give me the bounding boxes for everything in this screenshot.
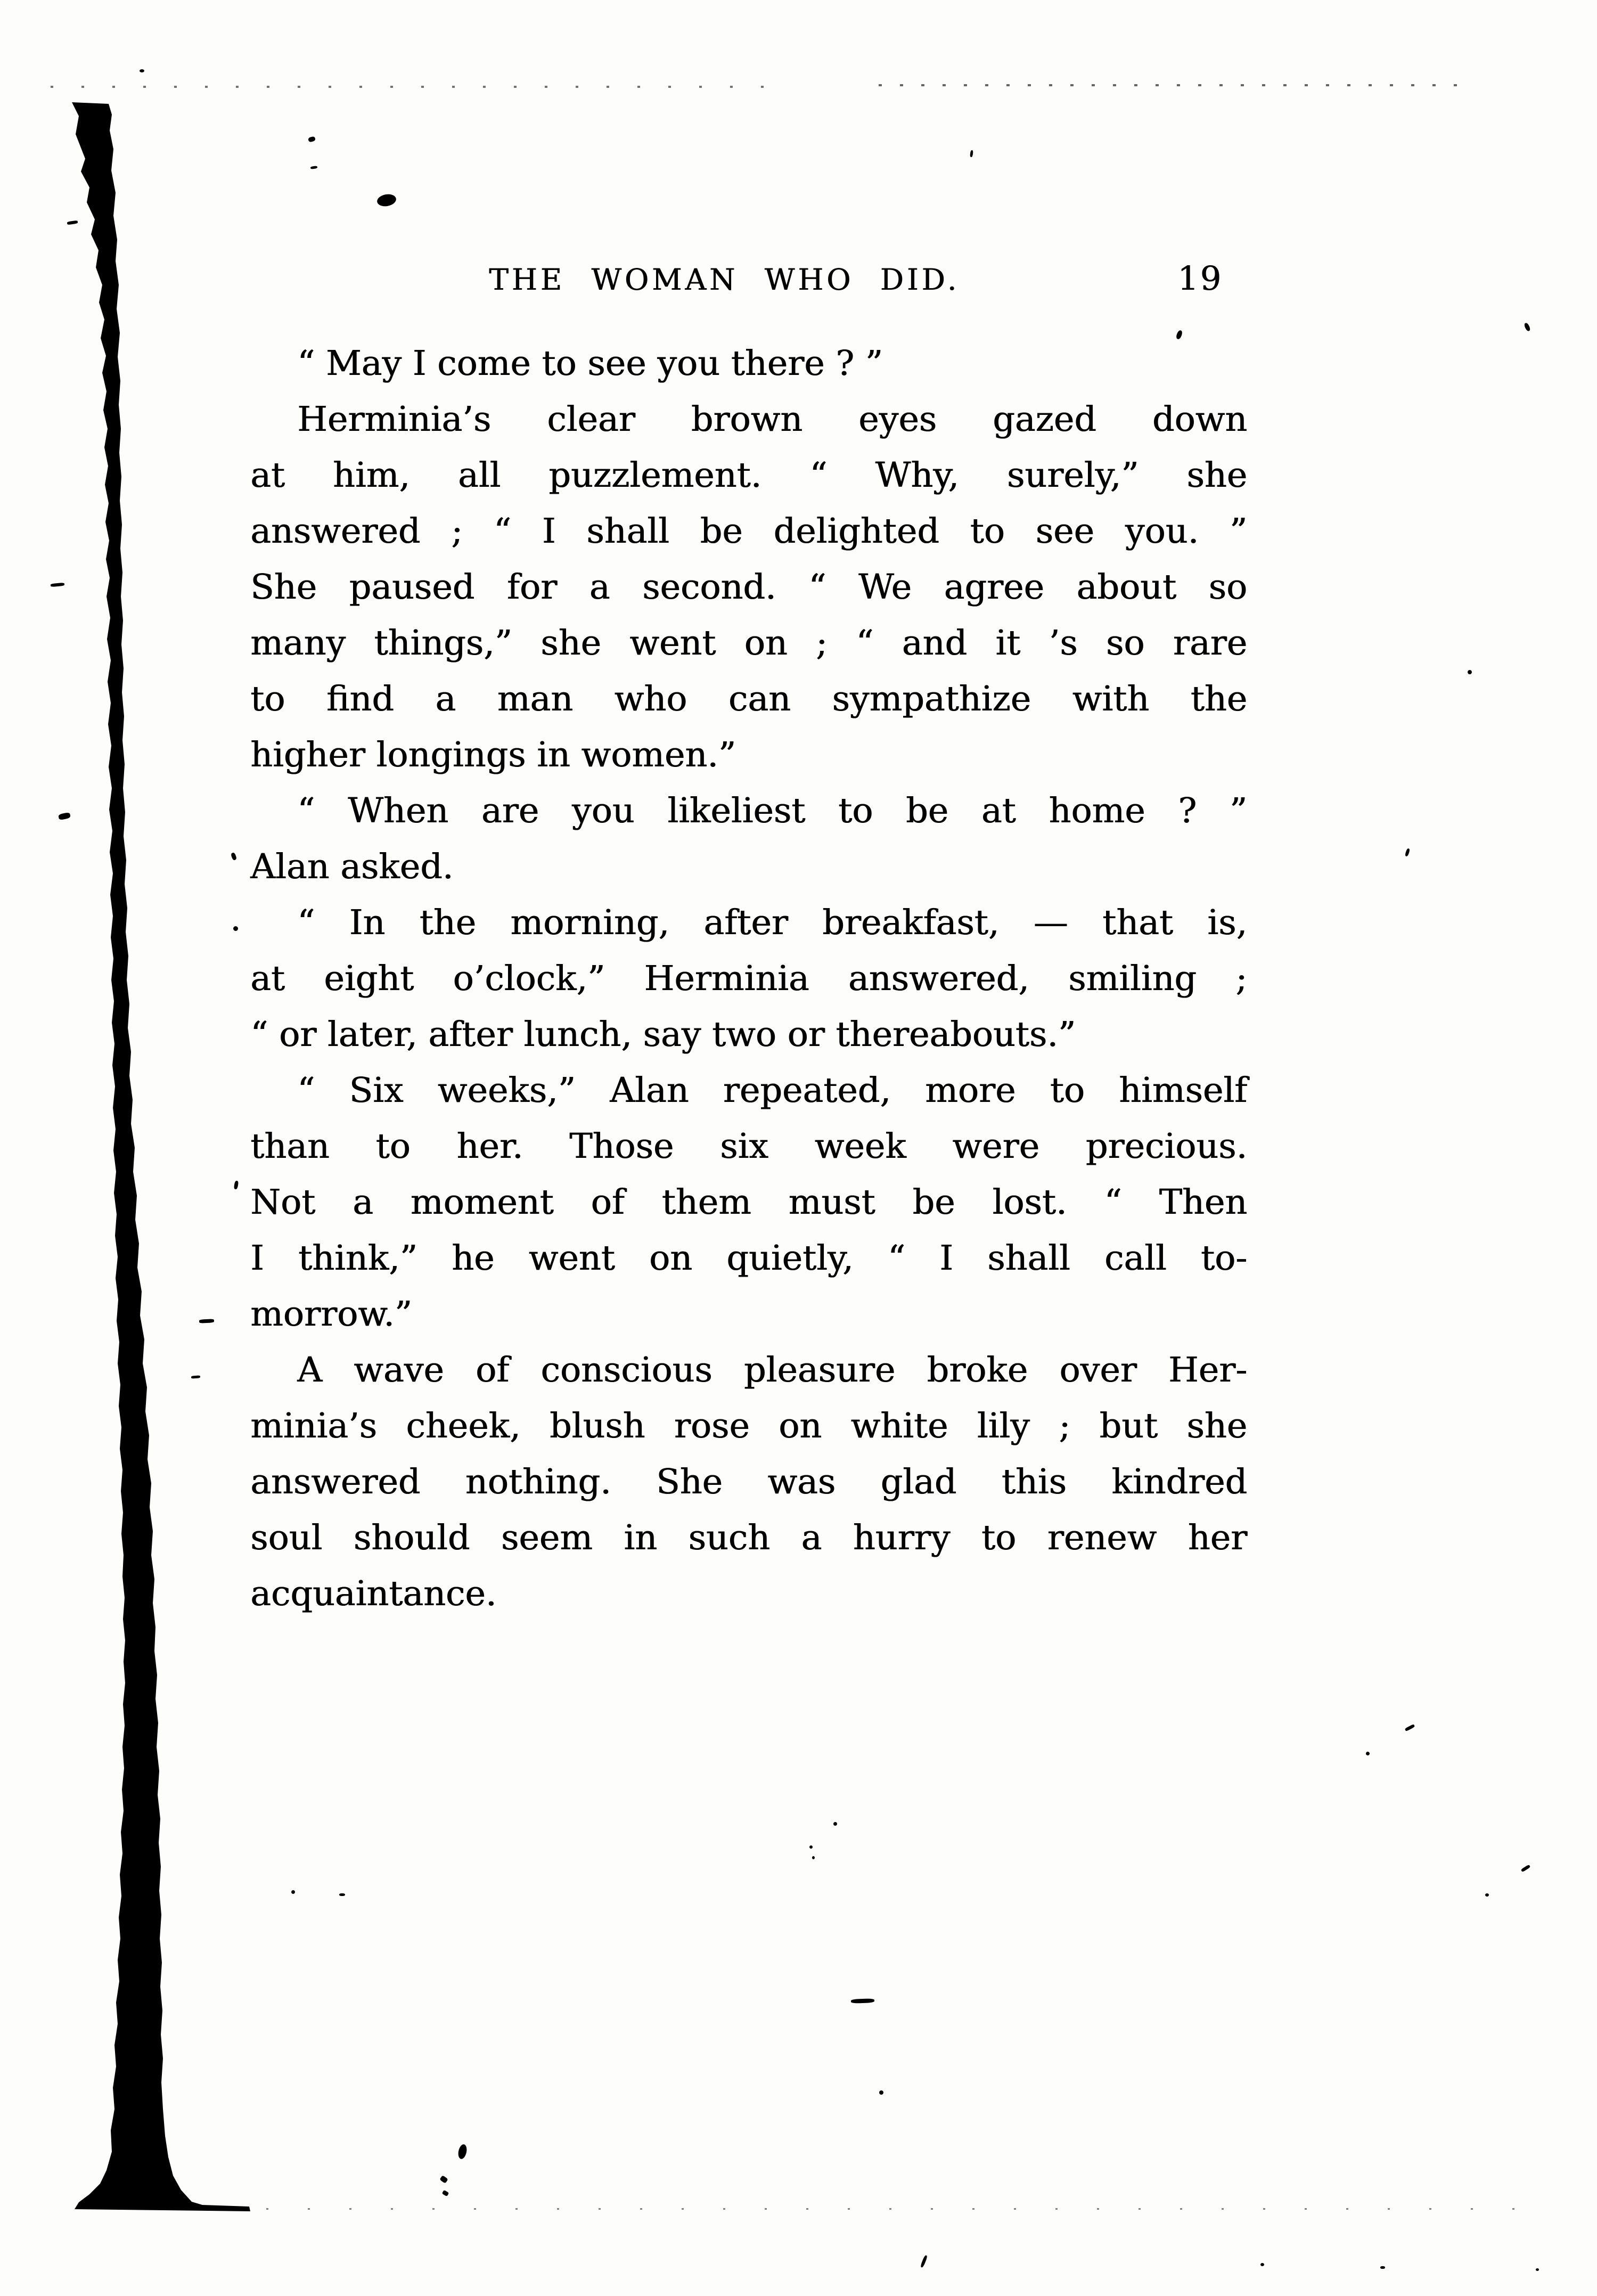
ink-speck <box>1536 2268 1539 2271</box>
ink-speck <box>233 926 238 931</box>
scan-dot-line-top-left <box>51 86 775 88</box>
ink-speck <box>1380 2266 1385 2269</box>
text-line: at him, all puzzlement. “ Why, surely,” she <box>250 455 1247 495</box>
ink-speck <box>851 1998 874 2004</box>
paragraph <box>250 391 1247 783</box>
ink-speck <box>140 69 144 72</box>
ink-speck <box>1405 848 1410 856</box>
text-line: than to her. Those six week were precious. <box>250 1126 1247 1166</box>
body-text <box>250 336 1247 1622</box>
ink-speck <box>67 220 78 225</box>
running-head <box>250 259 1247 306</box>
text-line: She paused for a second. “ We agree about so <box>250 567 1247 607</box>
ink-speck <box>191 1375 200 1378</box>
ink-speck <box>234 1181 239 1190</box>
text-line: “ In the morning, after breakfast, — that is, <box>297 903 1247 943</box>
text-line: “ When are you likeliest to be at home ? ” <box>297 791 1247 831</box>
ink-speck <box>439 2175 448 2184</box>
ink-speck <box>457 2144 468 2160</box>
ink-speck <box>1260 2263 1264 2266</box>
text-line: “ May I come to see you there ? ” <box>297 344 883 383</box>
ink-speck <box>1485 1893 1489 1897</box>
text-line: minia’s cheek, blush rose on white lily ; but she <box>250 1406 1247 1446</box>
text-line: soul should seem in such a hurry to renew her <box>250 1518 1247 1558</box>
ink-speck <box>231 852 237 861</box>
ink-speck <box>308 136 316 142</box>
ink-speck <box>833 1822 837 1826</box>
paragraph <box>250 895 1247 1063</box>
ink-speck <box>1468 670 1472 674</box>
text-line: at eight o’clock,” Herminia answered, smiling ; <box>250 959 1247 999</box>
ink-speck <box>920 2255 928 2268</box>
paragraph <box>250 783 1247 895</box>
ink-speck <box>199 1319 214 1323</box>
text-line: answered nothing. She was glad this kindred <box>250 1462 1247 1502</box>
text-line: Not a moment of them must be lost. “ Then <box>250 1182 1247 1222</box>
ink-speck <box>376 193 397 208</box>
ink-speck <box>1366 1752 1370 1755</box>
text-line: morrow.” <box>250 1294 412 1334</box>
text-line: to find a man who can sympathize with the <box>250 679 1247 719</box>
ink-speck <box>809 1845 813 1849</box>
ink-speck <box>291 1890 295 1894</box>
ink-speck <box>58 812 71 820</box>
text-line: I think,” he went on quietly, “ I shall call to- <box>250 1238 1247 1278</box>
gutter-shadow <box>0 0 277 2296</box>
ink-speck <box>339 1893 345 1896</box>
ink-speck <box>970 150 973 158</box>
text-line: “ Six weeks,” Alan repeated, more to himself <box>297 1071 1247 1110</box>
paragraph <box>250 336 1247 391</box>
ink-speck <box>1405 1724 1415 1731</box>
scan-dot-line-top-right <box>879 84 1459 86</box>
text-line: many things,” she went on ; “ and it ’s so rare <box>250 623 1247 663</box>
text-line: acquaintance. <box>250 1574 497 1614</box>
ink-speck <box>879 2090 883 2095</box>
text-line: A wave of conscious pleasure broke over Her- <box>297 1350 1247 1390</box>
text-line: higher longings in women.” <box>250 735 736 775</box>
page-number: 19 <box>1177 259 1223 298</box>
ink-speck <box>442 2190 449 2196</box>
ink-speck <box>812 1856 815 1859</box>
paragraph <box>250 1342 1247 1622</box>
ink-speck <box>1521 1865 1530 1873</box>
scan-dot-line-bottom <box>266 2208 1544 2210</box>
ink-speck <box>1524 322 1531 332</box>
ink-speck <box>51 583 64 587</box>
text-line: Alan asked. <box>250 847 454 887</box>
text-line: “ or later, after lunch, say two or thereabouts.” <box>250 1015 1076 1055</box>
text-line: Herminia’s clear brown eyes gazed down <box>297 399 1247 439</box>
running-title: THE WOMAN WHO DID. <box>489 263 960 297</box>
ink-speck <box>310 166 318 169</box>
paragraph <box>250 1063 1247 1342</box>
text-line: answered ; “ I shall be delighted to see you. ” <box>250 511 1247 551</box>
